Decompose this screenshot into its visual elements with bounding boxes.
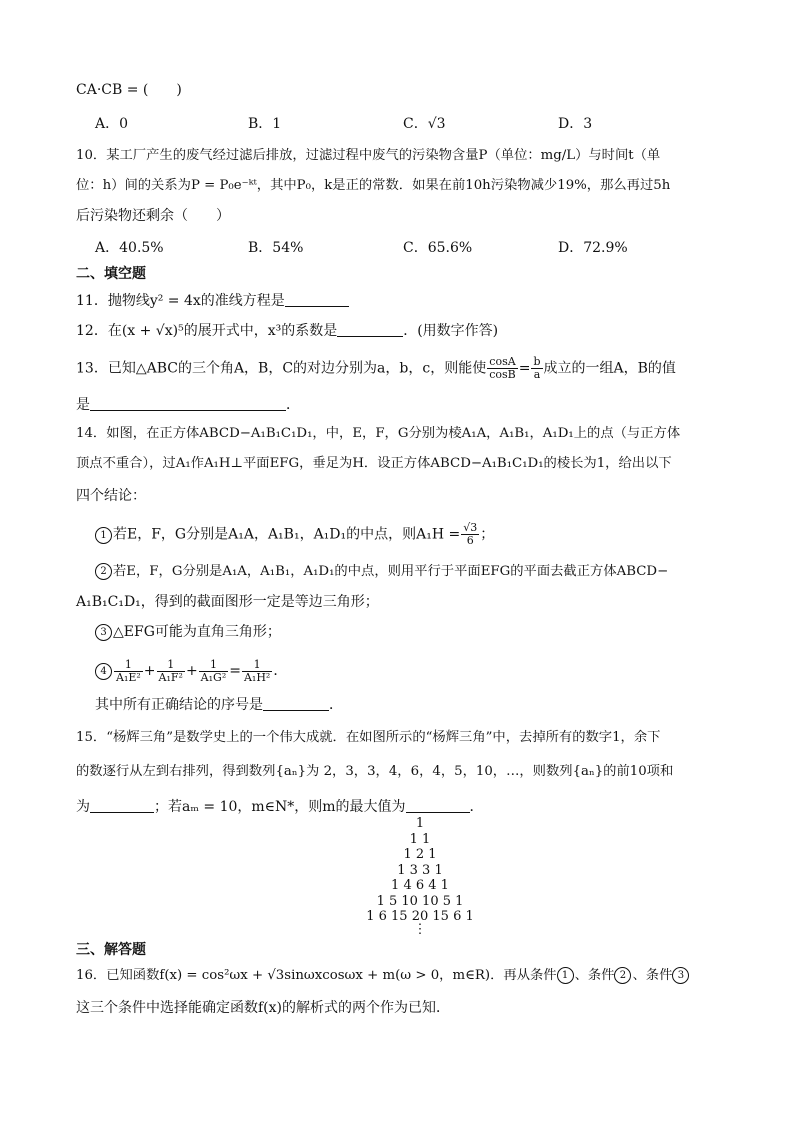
option-text: 72.9%	[583, 240, 628, 256]
denominator: cosB	[489, 368, 516, 381]
numerator: 1	[157, 659, 185, 672]
numerator: 1	[114, 659, 143, 672]
q13-line-1	[76, 356, 676, 381]
q13-text: 是	[76, 397, 90, 413]
fraction-inv-a1e2	[114, 659, 143, 684]
option-key: A．	[95, 240, 120, 256]
option-text: 54%	[272, 240, 304, 256]
fraction-cos	[487, 356, 518, 381]
circled-number-icon: 3	[672, 967, 689, 984]
equals-sign: =	[518, 360, 531, 377]
q16-line-1	[76, 966, 690, 986]
answer-blank[interactable]	[90, 394, 286, 411]
option-key: C．	[403, 116, 428, 132]
q15-text: 为	[76, 799, 90, 815]
q14-line-1: 14．如图，在正方体ABCD−A₁B₁C₁D₁，中，E，F，G分别为棱A₁A，A₁B₁，A₁D₁上的点（与正方体	[76, 426, 681, 441]
fraction-inv-a1h2	[242, 659, 272, 684]
option-key: D．	[558, 240, 584, 256]
q13-text: 13．已知△ABC的三个角A，B，C的对边分别为a，b，c，则能使	[76, 360, 487, 377]
answer-blank[interactable]	[90, 796, 154, 813]
q14-conclusion-2-line-1	[95, 562, 668, 582]
numerator: √3	[463, 521, 478, 534]
answer-blank[interactable]	[263, 694, 329, 711]
option-text: 40.5%	[119, 240, 164, 256]
denominator: A₁F²	[158, 670, 183, 684]
q14-line-2: 顶点不重合），过A₁作A₁H⊥平面EFG，垂足为H．设正方体ABCD−A₁B₁C₁D₁的棱长为1，给出以下	[76, 456, 672, 471]
yanghui-triangle-row-4: 1 3 3 1	[397, 862, 443, 878]
option-key: B．	[248, 116, 273, 132]
q14-ask	[95, 694, 343, 715]
yanghui-triangle-row-5: 1 4 6 4 1	[391, 878, 449, 893]
q15-text-mid: ；若aₘ = 10，m∈N*，则m的最大值为	[154, 799, 406, 815]
q12-text-after: ．(用数字作答)	[403, 323, 499, 339]
q12	[76, 320, 498, 341]
circled-number-icon: 2	[95, 563, 112, 580]
equals-sign: =	[229, 663, 241, 679]
q16-line-2: 这三个条件中选择能确定函数f(x)的解析式的两个作为已知．	[76, 1000, 450, 1016]
q9-stem-text: CA·CB = ( )	[76, 82, 182, 98]
option-text: 0	[119, 116, 129, 132]
q15-line-2: 的数逐行从左到右排列，得到数列{aₙ}为 2，3，3，4，6，4，5，10，…，则数列{aₙ}的前10项和	[76, 764, 674, 779]
q10-line-3: 后污染物还剩余（ ）	[76, 208, 230, 224]
answer-blank[interactable]	[406, 796, 470, 813]
plus-sign: +	[143, 663, 156, 679]
q9-stem	[76, 80, 182, 100]
option-key: C．	[403, 240, 428, 256]
yanghui-triangle-row-6: 1 5 10 10 5 1	[376, 893, 464, 909]
option-text: 65.6%	[427, 240, 473, 256]
numerator: 1	[242, 659, 272, 672]
q16-text: 16．已知函数f(x) = cos²ωx + √3sinωxcosωx + m(ω > 0，m∈R)．再从条件	[76, 968, 557, 983]
yanghui-triangle-row-2: 1 1	[409, 831, 431, 847]
q9-option-d	[558, 114, 592, 134]
circled-number-icon: 4	[95, 663, 112, 680]
numerator: 1	[199, 659, 229, 672]
yanghui-triangle-row-1: 1	[415, 816, 425, 831]
q13-text-after: 成立的一组A，B的值	[543, 360, 676, 377]
q10-option-b	[248, 238, 303, 258]
option-key: D．	[558, 116, 584, 132]
q16-text-mid: 、条件	[574, 968, 615, 983]
yanghui-triangle-row-7: 1 6 15 20 15 6 1	[366, 909, 474, 924]
q10-line-1: 10．某工厂产生的废气经过滤后排放，过滤过程中废气的污染物含量P（单位：mg/L）与时间t（单	[76, 148, 661, 163]
option-text: √3	[427, 116, 446, 132]
denominator: A₁G²	[200, 670, 227, 684]
q10-option-a	[95, 238, 164, 258]
q10-option-c	[403, 238, 472, 258]
q14-conclusion-4	[95, 654, 287, 688]
fraction-inv-a1g2	[199, 659, 229, 684]
conclusion-text: 若E，F，G分别是A₁A，A₁B₁，A₁D₁的中点，则用平行于平面EFG的平面去截正方体ABCD−	[113, 564, 669, 579]
denominator: a	[533, 368, 541, 381]
circled-number-icon: 3	[95, 624, 112, 641]
q9-option-a	[95, 114, 128, 134]
q10-line-2: 位：h）间的关系为P = P₀e⁻ᵏᵗ，其中P₀，k是正的常数．如果在前10h污染物减少19%，那么再过5h	[76, 178, 671, 193]
option-text: 3	[583, 116, 593, 132]
option-text: 1	[272, 116, 282, 132]
denominator: A₁E²	[116, 670, 141, 684]
q10-option-d	[558, 238, 628, 258]
section-title-fill-in: 二、填空题	[76, 266, 146, 282]
numerator: b	[533, 355, 541, 368]
conclusion-text: 若E，F，G分别是A₁A，A₁B₁，A₁D₁的中点，则A₁H =	[113, 526, 461, 543]
denominator: 6	[466, 534, 474, 547]
q13-line-2	[76, 394, 300, 415]
q15-line-3	[76, 796, 484, 817]
circled-number-icon: 1	[557, 967, 574, 984]
q12-text: 12．在(x + √x)⁵的展开式中，x³的系数是	[76, 323, 338, 339]
q13-text-end: ．	[286, 397, 300, 413]
section-title-solutions: 三、解答题	[76, 942, 146, 958]
q14-line-3: 四个结论：	[76, 488, 146, 504]
fraction-sqrt3-6	[461, 522, 479, 547]
q14-ask-text: 其中所有正确结论的序号是	[95, 697, 263, 713]
q15-text-end: ．	[469, 799, 484, 815]
q14-conclusion-3	[95, 622, 281, 642]
denominator: A₁H²	[243, 670, 271, 684]
conclusion-end: ；	[480, 526, 495, 543]
fraction-ba	[531, 356, 542, 381]
fraction-inv-a1f2	[157, 659, 185, 684]
q11	[76, 290, 349, 311]
option-key: A．	[95, 116, 120, 132]
q11-text: 11．抛物线y² = 4x的准线方程是	[76, 293, 285, 309]
answer-blank[interactable]	[285, 290, 349, 307]
numerator: cosA	[487, 356, 518, 369]
q15-line-1: 15．“杨辉三角”是数学史上的一个伟大成就．在如图所示的“杨辉三角”中，去掉所有的数字1，余下	[76, 730, 661, 745]
conclusion-text: △EFG可能为直角三角形；	[113, 624, 281, 640]
option-key: B．	[248, 240, 273, 256]
q14-ask-end: ．	[329, 697, 343, 713]
q9-option-b	[248, 114, 281, 134]
yanghui-triangle-ellipsis: ⋮	[413, 922, 427, 937]
q14-conclusion-1	[95, 522, 494, 547]
circled-number-icon: 1	[95, 527, 112, 544]
yanghui-triangle-row-3: 1 2 1	[403, 847, 437, 862]
answer-blank[interactable]	[337, 320, 403, 337]
q14-conclusion-2-line-2: A₁B₁C₁D₁，得到的截面图形一定是等边三角形；	[76, 594, 379, 610]
q16-text-mid: 、条件	[632, 968, 673, 983]
plus-sign: +	[185, 663, 198, 679]
q9-option-c	[403, 114, 446, 134]
conclusion-end: ．	[273, 663, 288, 679]
circled-number-icon: 2	[614, 967, 631, 984]
